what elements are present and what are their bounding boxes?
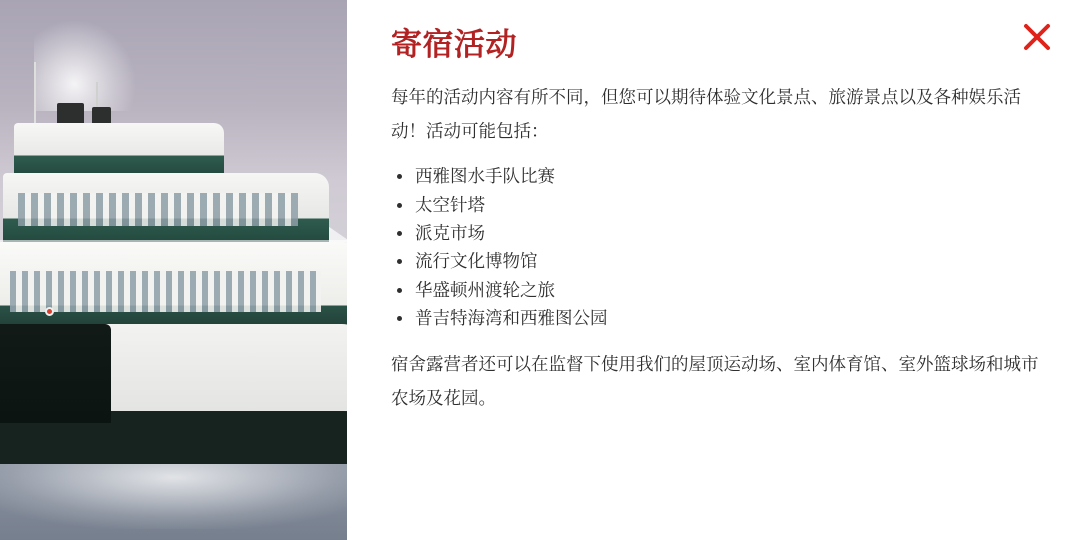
mast-icon [34, 62, 36, 128]
ferry-photo [0, 0, 347, 540]
ferry-vessel [0, 86, 347, 496]
deck-railing [0, 240, 347, 242]
list-item: 流行文化博物馆 [391, 247, 1040, 275]
list-item: 派克市场 [391, 219, 1040, 247]
page-title: 寄宿活动 [391, 27, 517, 62]
activities-list [391, 162, 1040, 332]
intro-paragraph: 每年的活动内容有所不同，但您可以期待体验文化景点、旅游景点以及各种娱乐活动！活动可能包括： [391, 87, 1021, 141]
smoke-plume [34, 21, 135, 111]
close-icon[interactable] [1020, 20, 1054, 54]
list-item: 普吉特海湾和西雅图公园 [391, 304, 1040, 332]
pilot-house [14, 123, 224, 176]
modal-content [347, 0, 1080, 540]
upper-deck-windows [18, 193, 298, 226]
list-item: 太空针塔 [391, 191, 1040, 219]
car-ramp [0, 324, 111, 422]
list-item: 华盛顿州渡轮之旅 [391, 276, 1040, 304]
footer-paragraph: 宿舍露营者还可以在监督下使用我们的屋顶运动场、室内体育馆、室外篮球场和城市农场及花园。 [391, 354, 1039, 409]
main-deck-windows [10, 271, 321, 312]
list-item: 西雅图水手队比赛 [391, 162, 1040, 190]
